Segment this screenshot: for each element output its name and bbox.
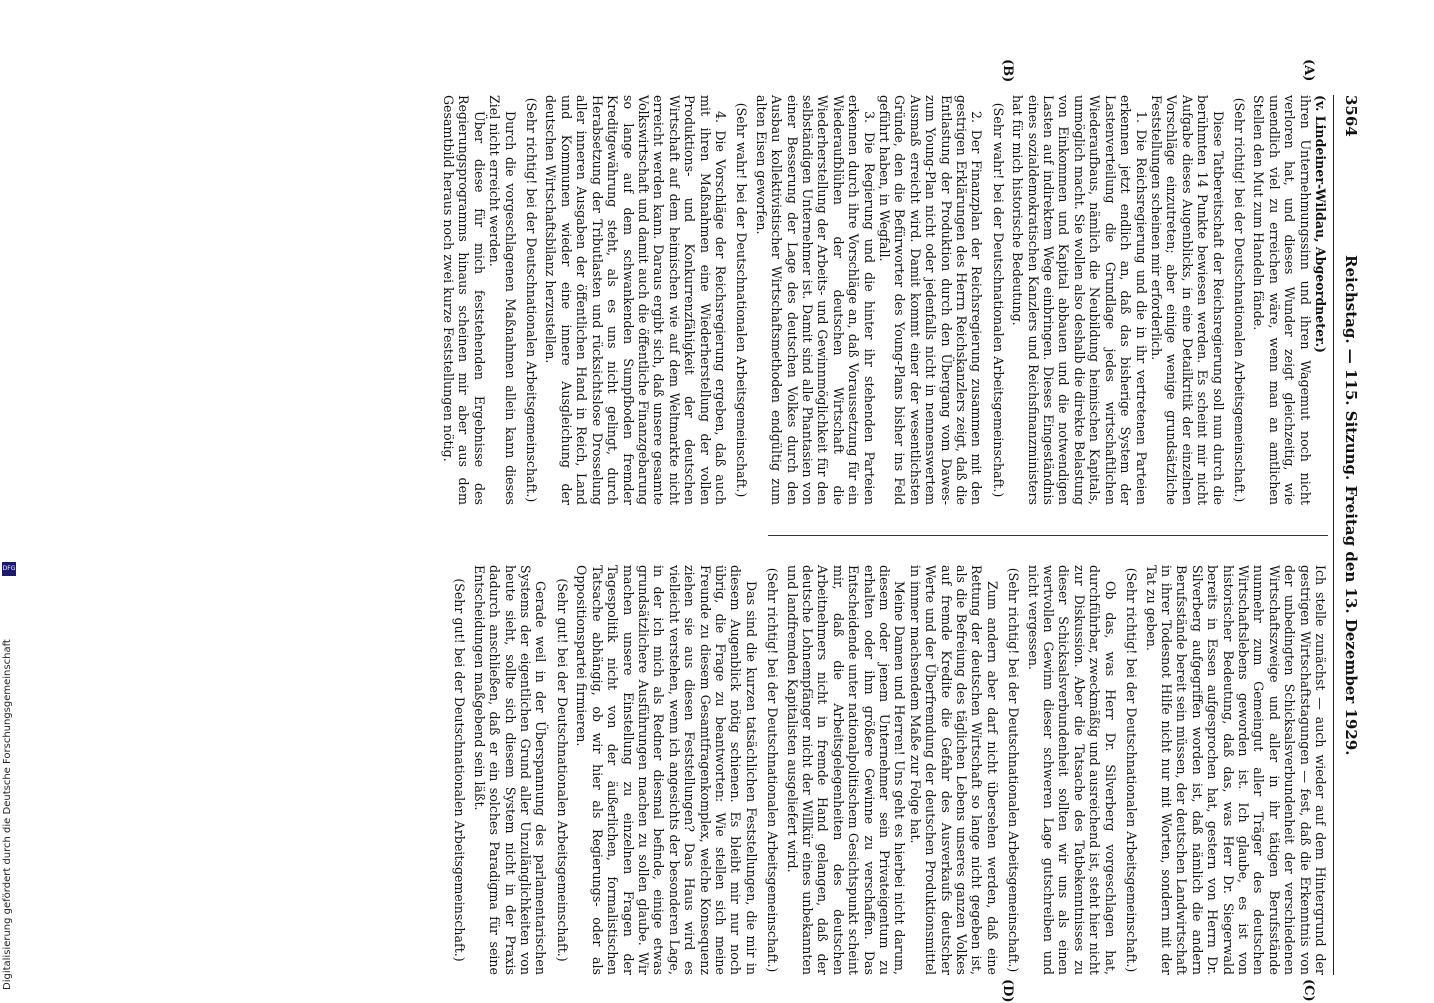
margin-marker-a: (A) xyxy=(1301,59,1316,82)
interjection: (Sehr wahr! bei der Deutschnationalen Arbeitsgemeinschaft.) xyxy=(990,102,1006,498)
paragraph: Zum andern aber darf nicht übersehen werden, daß eine Rettung der deutschen Wirtschaft so lange nicht gegeben ist, als die Befreiung des täglichen Lebens unseres ganzen Volkes auf fremde Kredite die Gefahr des Ausverkaufs deutscher Werte und der Überfremdung der deutschen Produktionsmittel in immer machsendem Maße zur Folge hat. xyxy=(907,565,1000,975)
page-number: 3564 xyxy=(1342,95,1360,137)
digitization-footer xyxy=(2,565,16,990)
paragraph: 2. Der Finanzplan der Reichsregierung zusammen mit den gestrigen Erklärungen des Herrn Reichskanzlers zeigt, daß die Entlastung der Produktion durch den Übergang vom Dawes- zum Young-Plan nicht oder jedenfalls nicht in nennenswertem Ausmaß erreicht wird. Damit kommt einer der wesentlichsten Gründe, den die Befürworter des Young-Plans bisher ins Feld geführt haben, in Wegfall. xyxy=(877,95,985,505)
right-column xyxy=(446,565,1328,975)
rotated-page xyxy=(110,59,1360,1003)
interjection: (Sehr richtig! bei der Deutschnationalen Arbeitsgemeinschaft.) xyxy=(765,567,781,973)
paragraph: Über diese für mich feststehenden Ergebnisse des Regierungsprogramms hinaus scheinen mir aber aus dem Gesamtbild heraus noch zwei kurze Feststellungen nötig. xyxy=(441,95,487,505)
margin-marker-d: (D) xyxy=(1000,979,1015,1003)
paragraph: 1. Die Reichsregierung und die in ihr vertretenen Parteien erkennen jetzt endlich an, daß das bisherige System der Lastenverteilung die Grundlage jedes wirtschaftlichen Wiederaufbaus, nämlich die Neubildung heimischen Kapitals, unmöglich macht. Sie wollen also deshalb die direkte Belastung von Einkommen und Kapital abbauen und die notwendigen Lasten auf indirektem Wege einbringen. Dieses Eingeständnis eines sozialdemokratischen Kanzlers und Reichsfinanzministers hat für mich historische Bedeutung. xyxy=(1010,95,1149,505)
interjection: (Sehr richtig! bei der Deutschnationalen Arbeitsgemeinschaft.) xyxy=(1231,97,1247,503)
margin-marker-b: (B) xyxy=(1000,59,1015,83)
paragraph: Meine Damen und Herren! Uns geht es hierbei nicht darum, diesem oder jenem Unternehmer sein Privateigentum zu erhalten oder ihm größere Gewinne zu verschaffen. Das Entscheidende unter nationalpolitischem Gesichtspunkt scheint mir, daß die Arbeitsgelegenheiten des deutschen Arbeitnehmers nicht in fremde Hand gelangen, daß der deutsche Lohnempfänger nicht der Willkür eines unbekannten und landfremden Kapitalisten ausgeliefert wird. xyxy=(784,565,908,975)
dfg-logo: DFG xyxy=(2,562,16,576)
paragraph: Ich stelle zunächst — auch wieder auf dem Hintergrund der gestrigen Wirtschaftstagungen — fest, daß die Erkenntnis von der unbedingten Schicksalsverbundenheit der verschiedenen Wirtschaftszweige und aller in ihr tätigen Berufsstände nunmehr zum Gemeingut aller Träger des deutschen Wirtschaftslebens geworden ist. Ich glaube, es ist von historischer Bedeutung, daß das, was Herr Dr. Siegerwald bereits in Essen aufgesprochen hat, gestern von Herrn Dr. Silverberg aufgegriffen worden ist, daß nämlich die andern Berufsstände bereit sein müssen, der deutschen Landwirtschaft in ihrer Todesnot Hilfe nicht nur mit Worten, sondern mit der Tat zu geben. xyxy=(1143,565,1328,975)
left-column xyxy=(441,95,1328,505)
paragraph: Diese Tatbereitschaft der Reichsregierung soll nun durch die berühmten 14 Punkte bewiesen werden. Es scheint mir nicht Aufgabe dieses Augenblicks, in eine Detailkritik der einzelnen Vorschläge einzutreten; aber einige wenige grundsätzliche Feststellungen scheinen mir erforderlich. xyxy=(1148,95,1226,505)
column-separator xyxy=(768,535,1328,536)
paragraph: ihren Unternehmungssinn und ihren Wagemut noch nicht verloren hat, und dieses Wunder zeigt gleichzeitig, wie unendlich viel zu erreichen wäre, wenn man an amtlichen Stellen den Mut zum Handeln fände. xyxy=(1251,95,1313,505)
interjection: (Sehr gut! bei der Deutschnationalen Arbeitsgemeinschaft.) xyxy=(452,578,468,962)
paragraph: Das sind die kurzen tatsächlichen Feststellungen, die mir in diesem Augenblick nötig schienen. Es bleibt mir nur noch übrig, die Frage zu beantworten: Wie stellen sich meine Freunde zu diesem Gesamtfragenkomplex, welche Konsequenz ziehen sie aus diesen Feststellungen? Das Haus wird es vielleicht verstehen, wenn ich angesichts der besonderen Lage, in der ich mich als Redner diesmal befinde, einige etwas grundsätzlichere Ausführungen machen zu sollen glaube. Wir machen unsere Einstellung zu einzelnen Fragen der Tagespolitik nicht von der äußerlichen, formalistischen Tatsache abhängig, ob wir hier als Regierungs- oder als Oppositionspartei firmieren. xyxy=(574,565,759,975)
header-rule xyxy=(1333,95,1334,975)
speaker-line: (v. Lindeiner-Wildau, Abgeordneter.) xyxy=(1313,95,1328,353)
interjection: (Sehr gut! bei der Deutschnationalen Arbeitsgemeinschaft.) xyxy=(554,578,570,962)
interjection: (Sehr wahr! bei der Deutschnationalen Arbeitsgemeinschaft.) xyxy=(734,102,750,498)
paragraph: Ob das, was Herr Dr. Silverberg vorgeschlagen hat, durchführbar, zweckmäßig und ausreichend ist, steht hier nicht zur Diskussion. Aber die Tatsache des Tatbekenntnisses zu dieser Schicksalsverbundenheit sollten wir uns als einen wertvollen Gewinn dieser schweren Lage gutschreiben und nicht vergessen. xyxy=(1025,565,1118,975)
interjection: (Sehr richtig! bei der Deutschnationalen Arbeitsgemeinschaft.) xyxy=(524,97,540,503)
paragraph: Durch die vorgeschlagenen Maßnahmen allein kann dieses Ziel nicht erreicht werden. xyxy=(487,95,518,505)
margin-marker-c: (C) xyxy=(1301,979,1316,1002)
page-title: Reichstag. — 115. Sitzung. Freitag den 13. Dezember 1929. xyxy=(1342,255,1360,756)
interjection: (Sehr richtig! bei der Deutschnationalen Arbeitsgemeinschaft.) xyxy=(1124,567,1140,973)
paragraph: Gerade weil in der Überspannung des parlamentarischen Systems der eigentlichen Grund aller Unzulänglichkeiten von heute sieht, sollte sich diesem System nicht in der Praxis dadurch anschließen, daß er ein solches Paradigma für seine Entscheidungen maßgebend sein läßt. xyxy=(471,565,549,975)
paragraph: 4. Die Vorschläge der Reichsregierung ergeben, daß auch mit ihren Maßnahmen eine Wiederherstellung der vollen Produktions- und Konkurrenzfähigkeit der deutschen Wirtschaft auf dem heimischen wie auf dem Weltmarkte nicht erreicht werden kann. Daraus ergibt sich, daß unsere gesamte Volkswirtschaft und damit auch die öffentliche Finanzgebarung so lange auf dem schwankenden Sumpfboden fremder Kreditgewährung steht, als es uns nicht gelingt, durch Herabsetzung der Tributlasten und rücksichtslose Drosselung aller inneren Ausgaben der öffentlichen Hand in Reich, Land und Kommunen wieder eine innere Ausgleichung der deutschen Wirtschaftsbilanz herzustellen. xyxy=(543,95,728,505)
page-header xyxy=(1336,95,1360,975)
funding-note: Digitalisierung gefördert durch die Deutsche Forschungsgemeinschaft xyxy=(2,639,13,990)
paragraph: 3. Die Regierung und die hinter ihr stehenden Parteien erkennen durch ihre Vorschläge an, daß Voraussetzung für ein Wiederaufblühen der deutschen Wirtschaft die Wiederherstellung der Arbeits- und Gewinnmöglichkeit für den selbständigen Unternehmer ist. Damit sind alle Phantasien von einer Besserung der Lage des deutschen Volkes durch den Ausbau kollektivistischer Wirtschaftsmethoden endgültig zum alten Eisen geworfen. xyxy=(753,95,877,505)
interjection: (Sehr richtig! bei der Deutschnationalen Arbeitsgemeinschaft.) xyxy=(1006,567,1022,973)
